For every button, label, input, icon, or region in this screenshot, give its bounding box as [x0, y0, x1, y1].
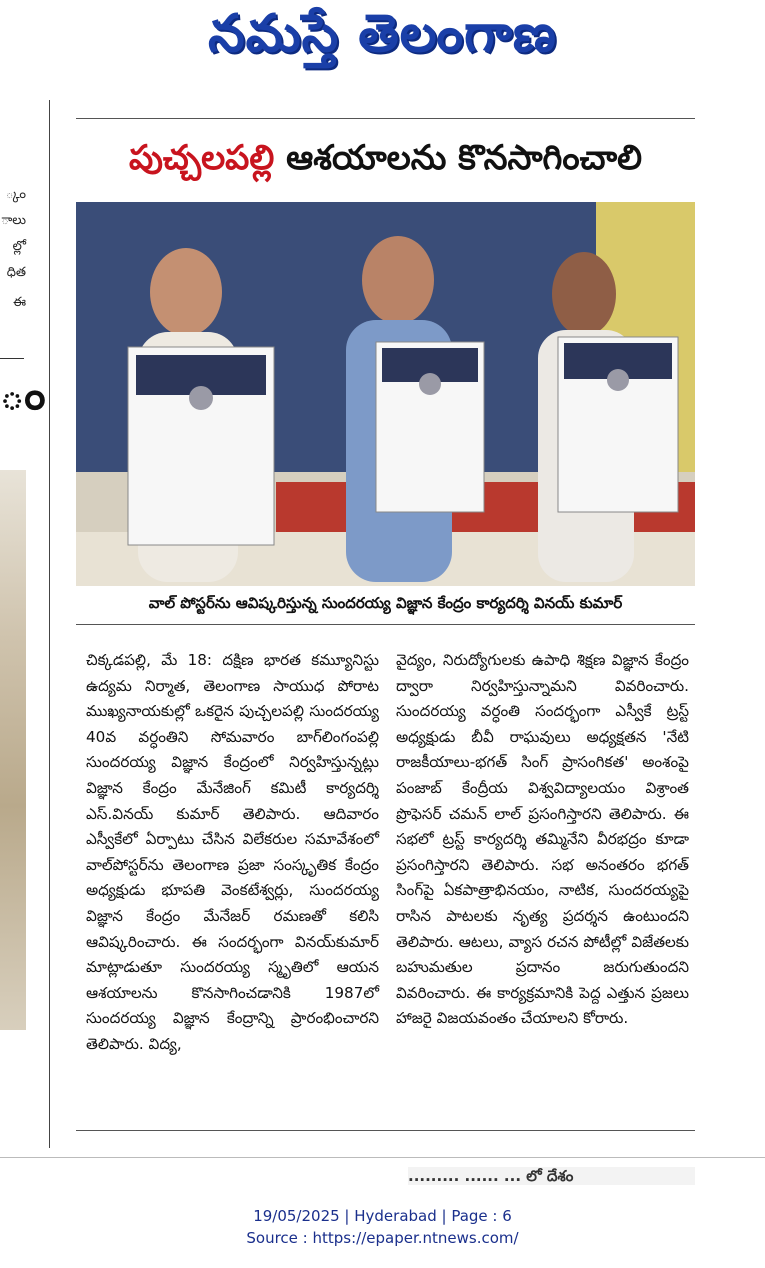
- caption-rule: [76, 624, 695, 625]
- adjacent-article-strip: [0, 100, 46, 1150]
- strip-line: ల్లో: [12, 239, 26, 254]
- strip-line: ఈ: [13, 295, 26, 310]
- strip-divider: [0, 358, 24, 359]
- article-body-right-column: వైద్యం, నిరుద్యోగులకు ఉపాధి శిక్షణ విజ్ఞాన కేంద్రం ద్వారా నిర్వహిస్తున్నామని వివరించారు. సుందరయ్య వర్ధంతి సందర్భంగా ఎస్వీకే ట్రస్ట్ అధ్యక్షుడు బీవీ రాఘవులు అధ్యక్షతన 'నేటి రాజకీయాలు-భగత్ సింగ్ ప్రాసంగికత' అంశంపై పంజాబ్ కేంద్రీయ విశ్వవిద్యాలయం విశ్రాంత ప్రొఫెసర్ చమన్ లాల్ ప్రసంగిస్తారని తెలిపారు. ఈ సభలో ట్రస్ట్ కార్యదర్శి తమ్మినేని వీరభద్రం కూడా ప్రసంగిస్తారని తెలిపారు. సభ అనంతరం భగత్ సింగ్‌పై ఏకపాత్రాభినయం, నాటిక, సుందరయ్యపై రాసిన పాటలకు నృత్య ప్రదర్శన ఉంటుందని తెలిపారు. ఆటలు, వ్యాస రచన పోటీల్లో విజేతలకు బహుమతుల ప్రదానం జరుగుతుందని వివరించారు. ఈ కార్యక్రమానికి పెద్ద ఎత్తున ప్రజలు హాజరై విజయవంతం చేయాలని కోరారు.: [396, 651, 689, 1028]
- source-link[interactable]: Source : https://epaper.ntnews.com/: [246, 1229, 519, 1247]
- page-divider: [0, 1157, 765, 1158]
- page-footer: [0, 1205, 765, 1249]
- headline-black-part: ఆశయాలను కొనసాగించాలి: [286, 138, 642, 178]
- photo-illustration: [76, 202, 695, 586]
- article-top-rule: [76, 118, 695, 119]
- masthead: [0, 0, 765, 78]
- strip-photo: [0, 470, 26, 1030]
- next-article-teaser: ......... ...... ... లో దేశం: [408, 1167, 695, 1185]
- headline-red-part: పుచ్చలపల్లి: [129, 138, 275, 178]
- strip-headline-fragment: ం: [0, 370, 46, 419]
- newspaper-logo: నమస్తే తెలంగాణ: [208, 4, 557, 64]
- strip-line: ాలు: [1, 213, 26, 228]
- strip-line: ధిత: [6, 265, 26, 280]
- article-bottom-rule: [76, 1130, 695, 1131]
- article-body-left-column: చిక్కడపల్లి, మే 18: దక్షిణ భారత కమ్యూనిస్టు ఉద్యమ నిర్మాత, తెలంగాణ సాయుధ పోరాట ముఖ్యనాయకుల్లో ఒకరైన పుచ్చలపల్లి సుందరయ్య 40వ వర్ధంతిని సోమవారం బాగ్‌లింగంపల్లి సుందరయ్య విజ్ఞాన కేంద్రంలో నిర్వహిస్తున్నట్లు విజ్ఞాన కేంద్రం మేనేజింగ్ కమిటీ కార్యదర్శి ఎస్.వినయ్ కుమార్ తెలిపారు. ఆదివారం ఎస్వీకేలో ఏర్పాటు చేసిన విలేకరుల సమావేశంలో వాల్‌పోస్టర్‌ను తెలంగాణ ప్రజా సంస్కృతిక కేంద్రం అధ్యక్షుడు భూపతి వెంకటేశ్వర్లు, సుందరయ్య విజ్ఞాన కేంద్రం మేనేజర్ రమణతో కలిసి ఆవిష్కరించారు. ఈ సందర్భంగా వినయ్‌కుమార్ మాట్లాడుతూ సుందరయ్య స్మృతిలో ఆయన ఆశయాలను కొనసాగించడానికి 1987లో సుందరయ్య విజ్ఞాన కేంద్రాన్ని ప్రారంభించారని తెలిపారు. విద్య,: [86, 651, 379, 1053]
- edition-info: 19/05/2025 | Hyderabad | Page : 6: [253, 1207, 512, 1225]
- article-headline: [76, 138, 695, 186]
- photo-caption: వాల్ పోస్టర్‌ను ఆవిష్కరిస్తున్న సుందరయ్య విజ్ఞాన కేంద్రం కార్యదర్శి వినయ్ కుమార్: [148, 594, 623, 612]
- strip-line: ్కం: [5, 187, 26, 202]
- column-divider: [49, 100, 50, 1148]
- article-photo: [76, 202, 695, 586]
